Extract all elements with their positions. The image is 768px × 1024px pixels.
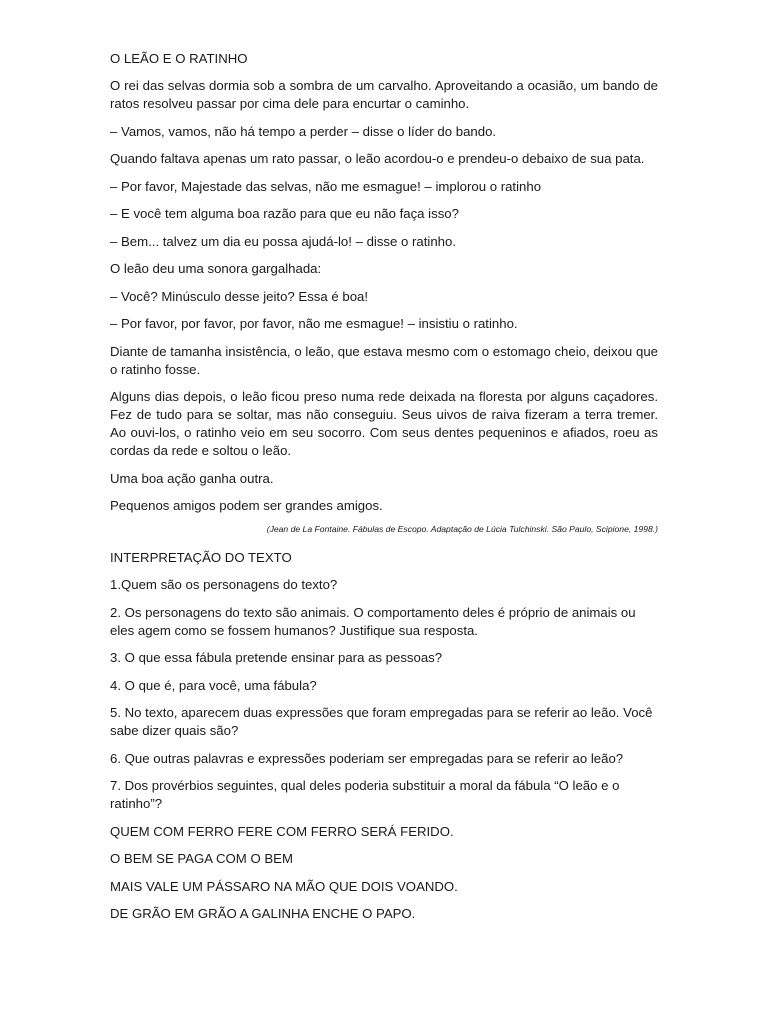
story-paragraph: – Vamos, vamos, não há tempo a perder – disse o líder do bando.	[110, 123, 497, 139]
story-paragraph: Quando faltava apenas um rato passar, o leão acordou-o e prendeu-o debaixo de sua pata.	[110, 151, 645, 166]
proverb-item: MAIS VALE UM PÁSSARO NA MÃO QUE DOIS VOANDO.	[110, 878, 458, 894]
story-paragraph: – Bem... talvez um dia eu possa ajudá-lo! – disse o ratinho.	[110, 233, 456, 249]
story-paragraph: Uma boa ação ganha outra.	[110, 470, 274, 486]
proverb-item: O BEM SE PAGA COM O BEM	[110, 851, 293, 866]
question-item: 1.Quem são os personagens do texto?	[110, 577, 338, 592]
proverb-item: QUEM COM FERRO FERE COM FERRO SERÁ FERIDO.	[110, 823, 454, 839]
interpretation-heading: INTERPRETAÇÃO DO TEXTO	[110, 549, 292, 565]
question-item: 2. Os personagens do texto são animais. O comportamento deles é próprio de animais ou eles agem como se fossem humanos? Justifique sua resposta.	[110, 604, 636, 638]
question-item: 3. O que essa fábula pretende ensinar para as pessoas?	[110, 650, 443, 665]
story-paragraph: – Por favor, por favor, por favor, não me esmague! – insistiu o ratinho.	[110, 316, 518, 331]
story-paragraph: Alguns dias depois, o leão ficou preso numa rede deixada na floresta por alguns caçadores. Fez de tudo para se soltar, mas não conseguiu. Seus uivos de raiva fizeram a terra tremer. Ao ouvi-los, o ratinho veio em seu socorro. Com seus dentes pequeninos e afiados, roeu as cordas da rede e soltou o leão.	[110, 389, 658, 458]
question-item: 4. O que é, para você, uma fábula?	[110, 677, 317, 693]
story-paragraph: O rei das selvas dormia sob a sombra de um carvalho. Aproveitando a ocasião, um bando de ratos resolveu passar por cima dele para encurtar o caminho.	[110, 78, 658, 111]
story-paragraph: – E você tem alguma boa razão para que eu não faça isso?	[110, 206, 459, 221]
story-paragraph: Diante de tamanha insistência, o leão, que estava mesmo com o estomago cheio, deixou que o ratinho fosse.	[110, 343, 658, 377]
story-paragraph: – Por favor, Majestade das selvas, não me esmague! – implorou o ratinho	[110, 178, 542, 194]
story-paragraph: Pequenos amigos podem ser grandes amigos.	[110, 498, 383, 513]
question-item: 7. Dos provérbios seguintes, qual deles poderia substituir a moral da fábula “O leão e o ratinho”?	[110, 778, 620, 811]
citation: (Jean de La Fontaine. Fábulas de Escopo. Adaptação de Lúcia Tulchinski. São Paulo, Scipione, 1998.)	[266, 523, 658, 534]
document-content	[110, 50, 658, 933]
proverb-item: DE GRÃO EM GRÃO A GALINHA ENCHE O PAPO.	[110, 906, 416, 921]
story-paragraph: – Você? Minúsculo desse jeito? Essa é boa!	[110, 288, 369, 304]
question-item: 6. Que outras palavras e expressões poderiam ser empregadas para se referir ao leão?	[110, 750, 624, 766]
story-title: O LEÃO E O RATINHO	[110, 51, 248, 66]
question-item: 5. No texto, aparecem duas expressões que foram empregadas para se referir ao leão. Você sabe dizer quais são?	[110, 705, 653, 738]
story-paragraph: O leão deu uma sonora gargalhada:	[110, 261, 322, 276]
